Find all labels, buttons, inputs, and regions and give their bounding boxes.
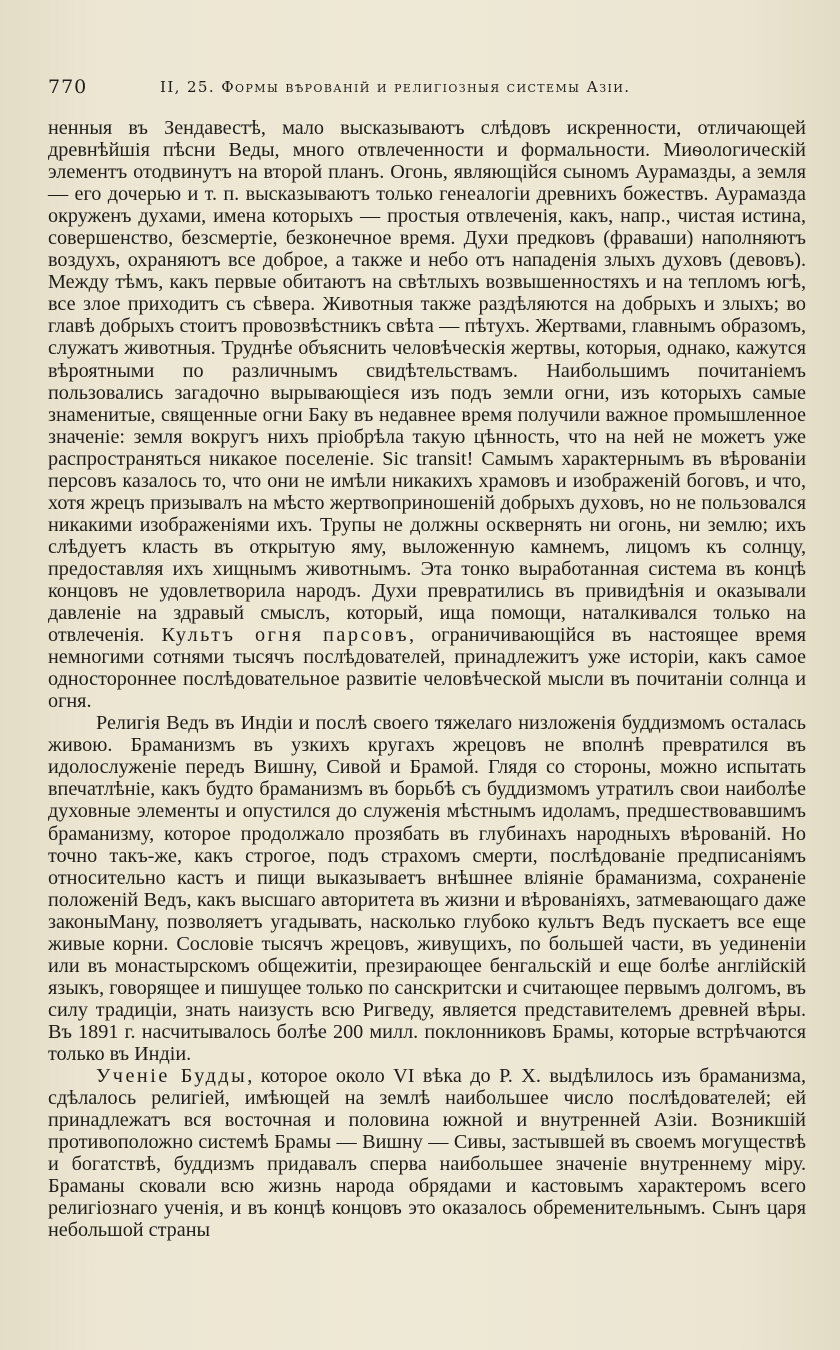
text-segment: , ограничивающійся въ настоящее время немногими сотнями тысячъ послѣдователей, принадлежитъ уже исторіи, какъ самое одностороннее послѣдовательное развитіе человѣческой мысли въ почитаніи солнца и огня. — [48, 624, 806, 713]
paragraph-vedic-religion — [48, 712, 806, 1065]
paragraph-buddhism — [48, 1065, 806, 1241]
text-segment: , которое около VI вѣка до Р. Х. выдѣлилось изъ браманизма, сдѣлалось религіей, имѣющей на землѣ наибольшее число послѣдователей; ей принадлежатъ вся восточная и половина южной и внутренней Азіи. Возникшій противоположно системѣ Брамы — Вишну — Сивы, застывшей въ своемъ могуществѣ и богатствѣ, буддизмъ придавалъ сперва наибольшее значеніе внутреннему міру. Браманы сковали всю жизнь народа обрядами и кастовымъ характеромъ всего религіознаго ученія, и въ концѣ концовъ это оказалось обременительнымъ. Сынъ царя небольшой страны — [48, 1065, 807, 1242]
spaced-emphasis: Ученіе Будды — [96, 1065, 248, 1088]
running-title: II, 25. Формы вѣрованій и религіозныя системы Азіи. — [160, 78, 631, 96]
text-segment: ненныя въ Зендавестѣ, мало высказываютъ слѣдовъ искренности, отличающей древнѣйшія пѣсни Веды, много отвлеченности и формальности. Миѳологическій элементъ отодвинутъ на второй планъ. Огонь, являющійся сыномъ Аурамазды, а земля — его дочерью и т. п. высказываютъ только генеалогіи древнихъ божествъ. Аурамазда окруженъ духами, имена которыхъ — простыя отвлеченія, какъ, напр., чистая истина, совершенство, безсмертіе, безконечное время. Духи предковъ (фраваши) наполняютъ воздухъ, охраняютъ все доброе, а также и небо отъ нападенія злыхъ духовъ (девовъ). Между тѣмъ, какъ первые обитаютъ на свѣтлыхъ возвышенностяхъ и на тепломъ югѣ, все злое приходитъ съ сѣвера. Животныя также раздѣляются на добрыхъ и злыхъ; во главѣ добрыхъ стоитъ провозвѣстникъ свѣта — пѣтухъ. Жертвами, главнымъ образомъ, служатъ животныя. Труднѣе объяснить человѣческія жертвы, которыя, однако, кажутся вѣроятными по различнымъ свидѣтельствамъ. Наибольшимъ почитаніемъ пользовались загадочно вырывающіеся изъ подъ земли огни, изъ которыхъ самые знаменитые, священные огни Баку въ недавнее время получили важное промышленное значеніе: земля вокругъ нихъ пріобрѣла такую цѣнность, что на ней не можетъ уже распространяться никакое поселеніе. Sic transit! Самымъ характернымъ въ вѣрованіи персовъ казалось то, что они не имѣли никакихъ храмовъ и изображеній боговъ, и что, хотя жрецъ призывалъ на мѣсто жертвоприношеній добрыхъ духовъ, но не пользовался никакими изображеніями ихъ. Трупы не должны осквернять ни огонь, ни землю; ихъ слѣдуетъ класть въ открытую яму, выложенную камнемъ, лицомъ къ солнцу, предоставляя ихъ хищнымъ животнымъ. Эта тонко выработанная система въ концѣ концовъ не удовлетворила народъ. Духи превратились въ привидѣнія и оказывали давленіе на здравый смыслъ, который, ища помощи, наталкивался только на отвлеченія. — [48, 117, 806, 647]
spaced-emphasis: Культъ огня парсовъ — [161, 624, 410, 647]
text-segment: Религія Ведъ въ Индіи и послѣ своего тяжелаго низложенія буддизмомъ осталась живою. Браманизмъ въ узкихъ кругахъ жрецовъ не вполнѣ превратился въ идолослуженіе передъ Вишну, Сивой и Брамой. Глядя со стороны, можно испытать впечатлѣніе, какъ будто браманизмъ въ борьбѣ съ буддизмомъ утратилъ свои наиболѣе духовные элементы и опустился до служенія мѣстнымъ идоламъ, предшествовавшимъ браманизму, которое продолжало прозябать въ глубинахъ народныхъ вѣрованій. Но точно такъ-же, какъ строгое, подъ страхомъ смерти, послѣдованіе предписаніямъ относительно кастъ и пищи выказываетъ внѣшнее вліяніе браманизма, сохраненіе положеній Ведъ, какъ высшаго авторитета въ жизни и вѣрованіяхъ, затмевающаго даже законыМану, позволяетъ угадывать, насколько глубоко культъ Ведъ пускаетъ все еще живые корни. Сословіе тысячъ жрецовъ, живущихъ, по большей части, въ уединеніи или въ монастырскомъ общежитіи, презирающее бенгальскій и еще болѣе англійскій языкъ, говорящее и пишущее только по санскритски и считающее первымъ долгомъ, въ силу традиціи, знать наизусть всю Ригведу, является представителемъ древней вѣры. Въ 1891 г. насчитывалось болѣе 200 милл. поклонниковъ Брамы, которые встрѣчаются только въ Индіи. — [48, 712, 806, 1065]
page-number: 770 — [48, 76, 88, 98]
paragraph-parsi-religion — [48, 117, 806, 712]
body-text — [48, 117, 806, 1241]
page-header — [48, 76, 808, 106]
